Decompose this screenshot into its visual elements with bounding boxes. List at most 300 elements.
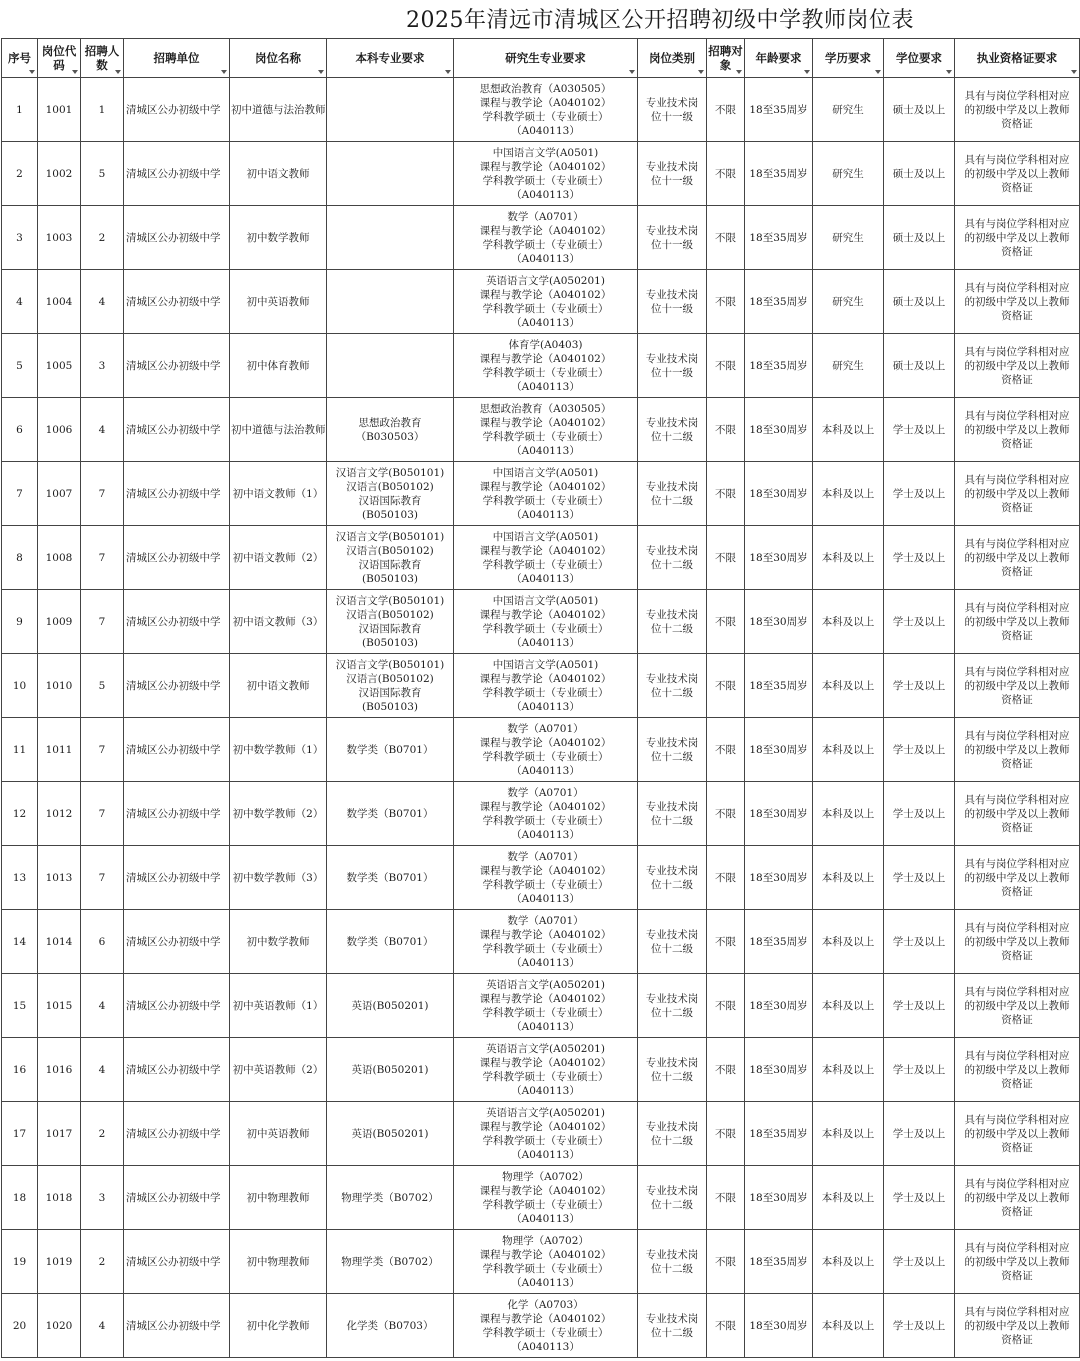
filter-dropdown-icon[interactable] [1071, 70, 1077, 74]
cell-certificate [955, 270, 1080, 334]
cell-category-line: 专业技术岗 [645, 1056, 699, 1069]
cell-postgrad-line: （A040113） [511, 124, 580, 137]
cell-category-line: 位十二级 [651, 1262, 693, 1275]
cell-postgrad-line: 课程与教学论（A040102） [479, 416, 612, 429]
cell-code: 1003 [38, 206, 81, 270]
table-row [2, 526, 1080, 590]
cell-postgrad [454, 142, 638, 206]
cell-postgrad [454, 846, 638, 910]
cell-postgrad-line: （A040113） [511, 1276, 580, 1289]
table-body [2, 78, 1080, 1358]
cell-undergrad [327, 1038, 454, 1102]
cell-certificate-line: 资格证 [1001, 1205, 1033, 1218]
cell-postgrad [454, 206, 638, 270]
cell-postgrad-line: 学科教学硕士（专业硕士） [482, 1326, 609, 1339]
cell-degree: 学士及以上 [884, 462, 955, 526]
cell-category [638, 718, 707, 782]
cell-certificate [955, 206, 1080, 270]
filter-dropdown-icon[interactable] [29, 70, 35, 74]
cell-education: 研究生 [813, 270, 884, 334]
col-header-post[interactable]: 岗位名称 [230, 39, 327, 78]
cell-category [638, 78, 707, 142]
cell-postgrad-line: 课程与教学论（A040102） [479, 224, 612, 237]
col-header-age[interactable]: 年龄要求 [745, 39, 813, 78]
cell-certificate-line: 具有与岗位学科相对应 [964, 729, 1070, 742]
cell-category-line: 位十二级 [651, 814, 693, 827]
cell-certificate-line: 资格证 [1001, 693, 1033, 706]
cell-postgrad-line: 中国语言文学(A0501) [492, 146, 599, 159]
table-row [2, 782, 1080, 846]
cell-postgrad [454, 1038, 638, 1102]
cell-unit: 清城区公办初级中学 [124, 462, 230, 526]
cell-postgrad [454, 270, 638, 334]
cell-post: 初中道德与法治教师 [230, 78, 327, 142]
filter-dropdown-icon[interactable] [946, 70, 952, 74]
cell-certificate-line: 具有与岗位学科相对应 [964, 89, 1070, 102]
cell-category-line: 专业技术岗 [645, 1120, 699, 1133]
cell-postgrad-line: 课程与教学论（A040102） [479, 1056, 612, 1069]
cell-category-line: 专业技术岗 [645, 992, 699, 1005]
table-row [2, 206, 1080, 270]
cell-postgrad-line: （A040113） [511, 956, 580, 969]
cell-certificate-line: 的初级中学及以上教师 [964, 231, 1070, 244]
cell-postgrad [454, 974, 638, 1038]
cell-education: 本科及以上 [813, 974, 884, 1038]
cell-post: 初中语文教师 [230, 654, 327, 718]
cell-category [638, 1102, 707, 1166]
cell-postgrad-line: 课程与教学论（A040102） [479, 96, 612, 109]
cell-undergrad [327, 718, 454, 782]
cell-category-line: 位十二级 [651, 1198, 693, 1211]
cell-category-line: 专业技术岗 [645, 736, 699, 749]
cell-category [638, 1230, 707, 1294]
cell-degree: 学士及以上 [884, 718, 955, 782]
cell-post: 初中物理教师 [230, 1166, 327, 1230]
cell-category-line: 位十二级 [651, 686, 693, 699]
cell-postgrad-line: 数学（A0701） [507, 914, 584, 927]
cell-code: 1009 [38, 590, 81, 654]
cell-certificate-line: 资格证 [1001, 949, 1033, 962]
cell-education: 本科及以上 [813, 1102, 884, 1166]
cell-certificate-line: 的初级中学及以上教师 [964, 807, 1070, 820]
cell-postgrad [454, 398, 638, 462]
cell-undergrad-line: 英语(B050201) [351, 999, 429, 1012]
table-row [2, 462, 1080, 526]
cell-postgrad-line: 中国语言文学(A0501) [492, 466, 599, 479]
cell-undergrad-line: 汉语言(B050102) [346, 672, 434, 685]
cell-target: 不限 [707, 334, 745, 398]
cell-education: 本科及以上 [813, 654, 884, 718]
cell-postgrad-line: （A040113） [511, 188, 580, 201]
cell-target: 不限 [707, 1166, 745, 1230]
cell-postgrad [454, 1294, 638, 1358]
filter-dropdown-icon[interactable] [629, 70, 635, 74]
cell-certificate-line: 资格证 [1001, 1013, 1033, 1026]
cell-unit: 清城区公办初级中学 [124, 974, 230, 1038]
cell-postgrad [454, 718, 638, 782]
cell-certificate-line: 的初级中学及以上教师 [964, 679, 1070, 692]
cell-code: 1012 [38, 782, 81, 846]
cell-postgrad-line: （A040113） [511, 1212, 580, 1225]
cell-postgrad-line: 学科教学硕士（专业硕士） [482, 430, 609, 443]
cell-postgrad [454, 462, 638, 526]
cell-certificate-line: 具有与岗位学科相对应 [964, 601, 1070, 614]
cell-age: 18至35周岁 [745, 270, 813, 334]
filter-dropdown-icon[interactable] [875, 70, 881, 74]
cell-postgrad-line: 课程与教学论（A040102） [479, 736, 612, 749]
cell-certificate-line: 资格证 [1001, 757, 1033, 770]
cell-category-line: 位十一级 [651, 238, 693, 251]
cell-num: 3 [81, 334, 124, 398]
cell-unit: 清城区公办初级中学 [124, 334, 230, 398]
cell-postgrad-line: 课程与教学论（A040102） [479, 1184, 612, 1197]
cell-postgrad-line: 课程与教学论（A040102） [479, 352, 612, 365]
cell-education: 本科及以上 [813, 462, 884, 526]
cell-undergrad [327, 78, 454, 142]
cell-degree: 学士及以上 [884, 846, 955, 910]
cell-category-line: 位十二级 [651, 1006, 693, 1019]
cell-target: 不限 [707, 526, 745, 590]
cell-postgrad-line: 课程与教学论（A040102） [479, 672, 612, 685]
cell-no: 9 [2, 590, 38, 654]
cell-postgrad-line: （A040113） [511, 636, 580, 649]
cell-category-line: 位十二级 [651, 1134, 693, 1147]
cell-postgrad-line: （A040113） [511, 1340, 580, 1353]
cell-undergrad-line: 汉语言(B050102) [346, 608, 434, 621]
cell-undergrad-line: 思想政治教育 [358, 416, 422, 429]
cell-no: 12 [2, 782, 38, 846]
cell-postgrad-line: 学科教学硕士（专业硕士） [482, 494, 609, 507]
cell-degree: 学士及以上 [884, 590, 955, 654]
cell-target: 不限 [707, 206, 745, 270]
cell-category [638, 974, 707, 1038]
cell-postgrad-line: 物理学（A0702） [502, 1234, 589, 1247]
cell-undergrad [327, 654, 454, 718]
cell-category-line: 位十一级 [651, 110, 693, 123]
cell-certificate [955, 910, 1080, 974]
cell-education: 本科及以上 [813, 1230, 884, 1294]
cell-category-line: 位十二级 [651, 1326, 693, 1339]
cell-education: 本科及以上 [813, 846, 884, 910]
table-row [2, 846, 1080, 910]
cell-category-line: 位十二级 [651, 750, 693, 763]
cell-post: 初中英语教师 [230, 270, 327, 334]
cell-post: 初中数学教师（1） [230, 718, 327, 782]
cell-undergrad [327, 206, 454, 270]
cell-undergrad-line: 汉语国际教育 [358, 558, 422, 571]
col-header-num[interactable]: 招聘人数 [81, 39, 124, 78]
table-row [2, 1294, 1080, 1358]
cell-category-line: 专业技术岗 [645, 96, 699, 109]
filter-dropdown-icon[interactable] [115, 70, 121, 74]
cell-postgrad [454, 1166, 638, 1230]
table-row [2, 334, 1080, 398]
cell-target: 不限 [707, 718, 745, 782]
cell-certificate [955, 1102, 1080, 1166]
filter-dropdown-icon[interactable] [221, 70, 227, 74]
col-header-target[interactable]: 招聘对象 [707, 39, 745, 78]
cell-postgrad-line: （A040113） [511, 316, 580, 329]
table-row [2, 270, 1080, 334]
cell-num: 2 [81, 1230, 124, 1294]
cell-unit: 清城区公办初级中学 [124, 78, 230, 142]
cell-post: 初中英语教师（2） [230, 1038, 327, 1102]
cell-no: 2 [2, 142, 38, 206]
col-header-postgrad[interactable]: 研究生专业要求 [454, 39, 638, 78]
cell-certificate [955, 1294, 1080, 1358]
cell-postgrad-line: （A040113） [511, 892, 580, 905]
filter-dropdown-icon[interactable] [804, 70, 810, 74]
cell-certificate-line: 的初级中学及以上教师 [964, 871, 1070, 884]
cell-category-line: 位十二级 [651, 942, 693, 955]
cell-category-line: 专业技术岗 [645, 608, 699, 621]
cell-unit: 清城区公办初级中学 [124, 1230, 230, 1294]
cell-postgrad-line: 英语语言文学(A050201) [486, 978, 605, 991]
cell-postgrad-line: （A040113） [511, 1084, 580, 1097]
cell-postgrad-line: 数学（A0701） [507, 722, 584, 735]
cell-undergrad-line: 数学类（B0701） [346, 807, 434, 820]
cell-target: 不限 [707, 910, 745, 974]
cell-undergrad [327, 974, 454, 1038]
cell-unit: 清城区公办初级中学 [124, 206, 230, 270]
cell-certificate-line: 的初级中学及以上教师 [964, 359, 1070, 372]
cell-category-line: 专业技术岗 [645, 352, 699, 365]
cell-postgrad-line: 学科教学硕士（专业硕士） [482, 750, 609, 763]
page-title: 2025年清远市清城区公开招聘初级中学教师岗位表 [406, 8, 914, 33]
cell-age: 18至30周岁 [745, 846, 813, 910]
cell-category-line: 专业技术岗 [645, 928, 699, 941]
cell-code: 1004 [38, 270, 81, 334]
cell-category [638, 142, 707, 206]
cell-certificate-line: 资格证 [1001, 629, 1033, 642]
col-header-code[interactable]: 岗位代码 [38, 39, 81, 78]
cell-certificate-line: 资格证 [1001, 245, 1033, 258]
cell-age: 18至35周岁 [745, 1230, 813, 1294]
cell-category [638, 1038, 707, 1102]
cell-unit: 清城区公办初级中学 [124, 1166, 230, 1230]
cell-no: 18 [2, 1166, 38, 1230]
cell-category [638, 206, 707, 270]
table-row [2, 142, 1080, 206]
cell-post: 初中语文教师（2） [230, 526, 327, 590]
table-row [2, 974, 1080, 1038]
cell-postgrad-line: 数学（A0701） [507, 786, 584, 799]
filter-dropdown-icon[interactable] [72, 70, 78, 74]
cell-unit: 清城区公办初级中学 [124, 782, 230, 846]
cell-certificate-line: 具有与岗位学科相对应 [964, 1177, 1070, 1190]
cell-post: 初中物理教师 [230, 1230, 327, 1294]
cell-num: 7 [81, 590, 124, 654]
cell-code: 1011 [38, 718, 81, 782]
cell-postgrad-line: 化学（A0703） [507, 1298, 584, 1311]
cell-no: 11 [2, 718, 38, 782]
cell-postgrad-line: （A040113） [511, 572, 580, 585]
table-row [2, 1230, 1080, 1294]
cell-certificate-line: 资格证 [1001, 373, 1033, 386]
cell-degree: 学士及以上 [884, 1166, 955, 1230]
cell-postgrad-line: 课程与教学论（A040102） [479, 864, 612, 877]
filter-dropdown-icon[interactable] [698, 70, 704, 74]
cell-unit: 清城区公办初级中学 [124, 846, 230, 910]
cell-target: 不限 [707, 974, 745, 1038]
cell-degree: 学士及以上 [884, 654, 955, 718]
cell-certificate [955, 398, 1080, 462]
cell-post: 初中体育教师 [230, 334, 327, 398]
cell-unit: 清城区公办初级中学 [124, 590, 230, 654]
cell-category-line: 专业技术岗 [645, 1312, 699, 1325]
cell-target: 不限 [707, 846, 745, 910]
cell-category [638, 270, 707, 334]
cell-certificate-line: 的初级中学及以上教师 [964, 1191, 1070, 1204]
cell-certificate-line: 的初级中学及以上教师 [964, 935, 1070, 948]
cell-code: 1018 [38, 1166, 81, 1230]
cell-certificate-line: 具有与岗位学科相对应 [964, 793, 1070, 806]
cell-post: 初中语文教师（3） [230, 590, 327, 654]
cell-education: 本科及以上 [813, 718, 884, 782]
cell-category-line: 位十一级 [651, 174, 693, 187]
filter-dropdown-icon[interactable] [318, 70, 324, 74]
cell-certificate-line: 具有与岗位学科相对应 [964, 1049, 1070, 1062]
cell-unit: 清城区公办初级中学 [124, 270, 230, 334]
cell-category-line: 专业技术岗 [645, 544, 699, 557]
cell-code: 1007 [38, 462, 81, 526]
cell-postgrad-line: 学科教学硕士（专业硕士） [482, 1198, 609, 1211]
cell-certificate-line: 具有与岗位学科相对应 [964, 217, 1070, 230]
cell-postgrad-line: 学科教学硕士（专业硕士） [482, 110, 609, 123]
cell-age: 18至35周岁 [745, 654, 813, 718]
cell-certificate-line: 资格证 [1001, 1333, 1033, 1346]
cell-post: 初中化学教师 [230, 1294, 327, 1358]
cell-target: 不限 [707, 78, 745, 142]
cell-undergrad [327, 398, 454, 462]
cell-target: 不限 [707, 1038, 745, 1102]
cell-certificate-line: 的初级中学及以上教师 [964, 487, 1070, 500]
cell-postgrad-line: 数学（A0701） [507, 850, 584, 863]
col-header-degree[interactable]: 学位要求 [884, 39, 955, 78]
cell-age: 18至30周岁 [745, 526, 813, 590]
table-header-row [2, 39, 1080, 78]
cell-certificate-line: 资格证 [1001, 501, 1033, 514]
filter-dropdown-icon[interactable] [736, 70, 742, 74]
cell-age: 18至30周岁 [745, 590, 813, 654]
cell-target: 不限 [707, 398, 745, 462]
col-header-category[interactable]: 岗位类别 [638, 39, 707, 78]
cell-category-line: 位十二级 [651, 878, 693, 891]
cell-category-line: 专业技术岗 [645, 864, 699, 877]
cell-postgrad [454, 1230, 638, 1294]
cell-postgrad-line: 课程与教学论（A040102） [479, 1312, 612, 1325]
cell-unit: 清城区公办初级中学 [124, 718, 230, 782]
cell-num: 4 [81, 398, 124, 462]
cell-category-line: 专业技术岗 [645, 1248, 699, 1261]
cell-certificate-line: 具有与岗位学科相对应 [964, 921, 1070, 934]
cell-undergrad-line: 数学类（B0701） [346, 935, 434, 948]
cell-category-line: 位十二级 [651, 622, 693, 635]
cell-certificate-line: 具有与岗位学科相对应 [964, 345, 1070, 358]
cell-degree: 学士及以上 [884, 1102, 955, 1166]
cell-degree: 硕士及以上 [884, 270, 955, 334]
cell-certificate [955, 974, 1080, 1038]
cell-postgrad-line: （A040113） [511, 1148, 580, 1161]
cell-unit: 清城区公办初级中学 [124, 1038, 230, 1102]
cell-certificate-line: 具有与岗位学科相对应 [964, 665, 1070, 678]
cell-age: 18至30周岁 [745, 782, 813, 846]
cell-certificate-line: 资格证 [1001, 117, 1033, 130]
cell-postgrad-line: 学科教学硕士（专业硕士） [482, 1070, 609, 1083]
cell-postgrad-line: （A040113） [511, 508, 580, 521]
cell-postgrad-line: （A040113） [511, 1020, 580, 1033]
cell-postgrad [454, 78, 638, 142]
cell-age: 18至30周岁 [745, 974, 813, 1038]
col-header-certificate[interactable]: 执业资格证要求 [955, 39, 1080, 78]
table-row [2, 590, 1080, 654]
cell-postgrad [454, 526, 638, 590]
cell-no: 14 [2, 910, 38, 974]
cell-category-line: 专业技术岗 [645, 800, 699, 813]
cell-undergrad-line: 汉语言文学(B050101) [335, 466, 445, 479]
cell-undergrad-line: 汉语国际教育 [358, 494, 422, 507]
cell-certificate-line: 资格证 [1001, 565, 1033, 578]
cell-certificate-line: 具有与岗位学科相对应 [964, 153, 1070, 166]
cell-undergrad-line: 物理学类（B0702） [341, 1191, 439, 1204]
cell-undergrad [327, 782, 454, 846]
cell-category [638, 782, 707, 846]
cell-certificate-line: 的初级中学及以上教师 [964, 423, 1070, 436]
cell-no: 5 [2, 334, 38, 398]
cell-undergrad-line: 汉语国际教育 [358, 686, 422, 699]
cell-certificate [955, 526, 1080, 590]
cell-undergrad [327, 1294, 454, 1358]
cell-education: 本科及以上 [813, 1294, 884, 1358]
cell-education: 本科及以上 [813, 398, 884, 462]
cell-education: 本科及以上 [813, 590, 884, 654]
cell-undergrad-line: (B050103) [362, 508, 418, 521]
cell-code: 1016 [38, 1038, 81, 1102]
col-header-unit[interactable]: 招聘单位 [124, 39, 230, 78]
cell-certificate-line: 资格证 [1001, 1077, 1033, 1090]
col-header-education[interactable]: 学历要求 [813, 39, 884, 78]
cell-post: 初中数学教师（2） [230, 782, 327, 846]
cell-post: 初中数学教师 [230, 206, 327, 270]
cell-certificate-line: 具有与岗位学科相对应 [964, 537, 1070, 550]
filter-dropdown-icon[interactable] [445, 70, 451, 74]
cell-undergrad-line: (B050103) [362, 572, 418, 585]
col-header-undergrad[interactable]: 本科专业要求 [327, 39, 454, 78]
cell-category [638, 846, 707, 910]
cell-undergrad [327, 910, 454, 974]
cell-category-line: 位十一级 [651, 302, 693, 315]
table-row [2, 910, 1080, 974]
cell-code: 1006 [38, 398, 81, 462]
cell-postgrad [454, 654, 638, 718]
cell-target: 不限 [707, 1294, 745, 1358]
cell-num: 6 [81, 910, 124, 974]
cell-target: 不限 [707, 270, 745, 334]
col-header-no[interactable]: 序号 [2, 39, 38, 78]
cell-certificate-line: 具有与岗位学科相对应 [964, 281, 1070, 294]
cell-no: 20 [2, 1294, 38, 1358]
cell-undergrad-line: 汉语言(B050102) [346, 544, 434, 557]
cell-category [638, 398, 707, 462]
cell-category [638, 1294, 707, 1358]
cell-num: 4 [81, 1038, 124, 1102]
cell-num: 4 [81, 974, 124, 1038]
cell-degree: 硕士及以上 [884, 334, 955, 398]
cell-category [638, 1166, 707, 1230]
cell-num: 7 [81, 782, 124, 846]
cell-postgrad-line: 课程与教学论（A040102） [479, 928, 612, 941]
cell-undergrad [327, 1102, 454, 1166]
